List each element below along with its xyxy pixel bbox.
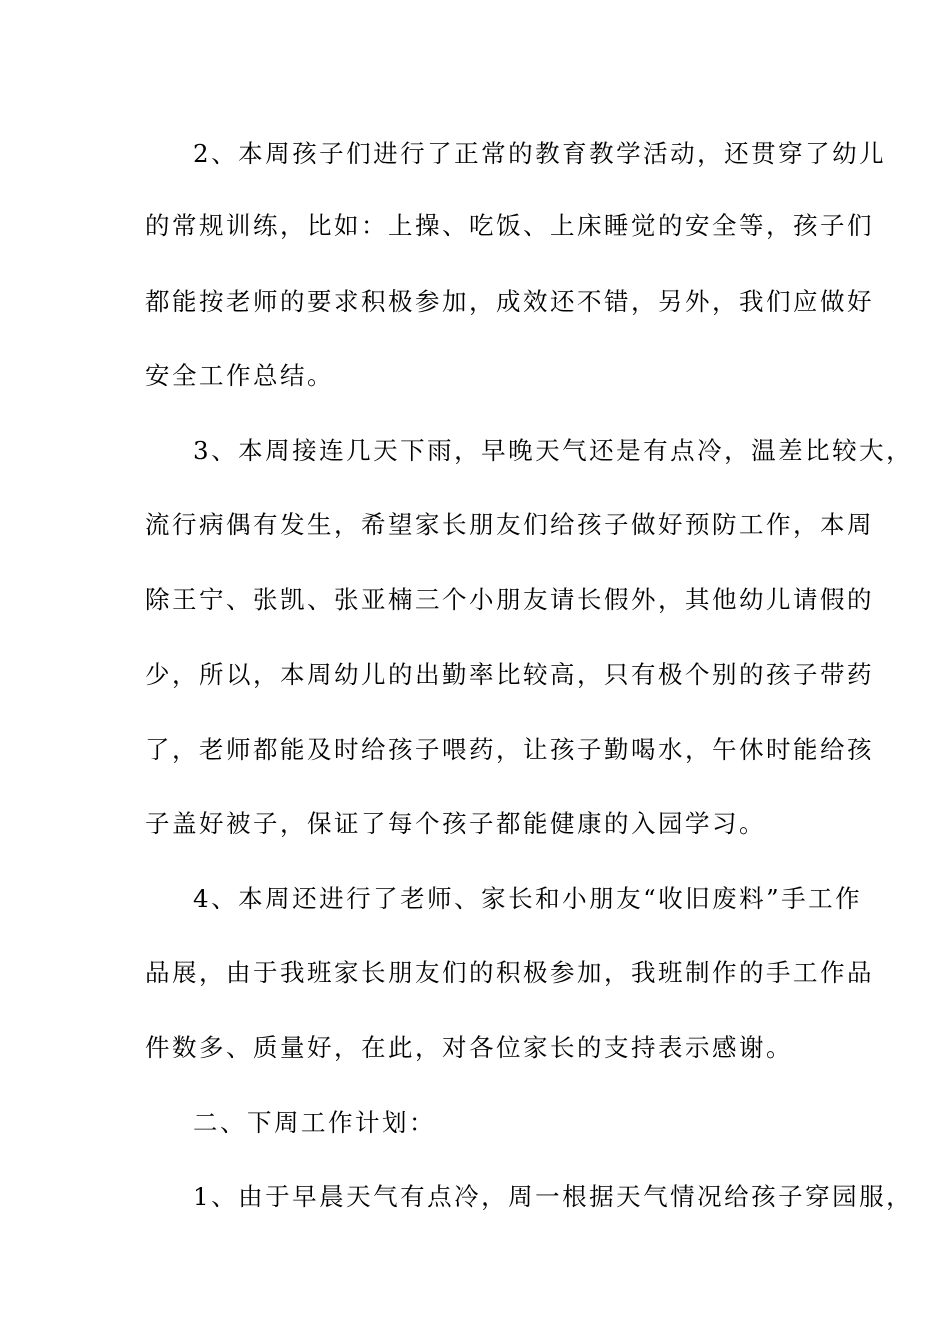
paragraph-2-line-3: 都能按老师的要求积极参加，成效还不错，另外，我们应做好 [145, 287, 874, 316]
paragraph-2-line-2: 的常规训练，比如：上操、吃饭、上床睡觉的安全等，孩子们 [145, 211, 874, 240]
paragraph-4-line-3: 件数多、质量好，在此，对各位家长的支持表示感谢。 [145, 1033, 793, 1062]
paragraph-2-line-1: 2、本周孩子们进行了正常的教育教学活动，还贯穿了幼儿 [193, 139, 887, 168]
plan-item-1-line-1: 1、由于早晨天气有点冷，周一根据天气情况给孩子穿园服， [193, 1182, 914, 1211]
paragraph-3-line-6: 子盖好被子，保证了每个孩子都能健康的入园学习。 [145, 809, 766, 838]
paragraph-3-line-5: 了，老师都能及时给孩子喂药，让孩子勤喝水，午休时能给孩 [145, 735, 874, 764]
paragraph-4-line-2: 品展，由于我班家长朋友们的积极参加，我班制作的手工作品 [145, 958, 874, 987]
paragraph-2-line-4: 安全工作总结。 [145, 361, 334, 390]
paragraph-3-line-1: 3、本周接连几天下雨，早晚天气还是有点冷，温差比较大， [193, 436, 914, 465]
paragraph-3-line-2: 流行病偶有发生，希望家长朋友们给孩子做好预防工作，本周 [145, 510, 874, 539]
paragraph-3-line-3: 除王宁、张凯、张亚楠三个小朋友请长假外，其他幼儿请假的 [145, 585, 874, 614]
section-heading-next-week-plan: 二、下周工作计划： [193, 1108, 436, 1137]
paragraph-3-line-4: 少，所以，本周幼儿的出勤率比较高，只有极个别的孩子带药 [145, 660, 874, 689]
paragraph-4-line-1: 4、本周还进行了老师、家长和小朋友“收旧废料”手工作 [193, 884, 863, 913]
